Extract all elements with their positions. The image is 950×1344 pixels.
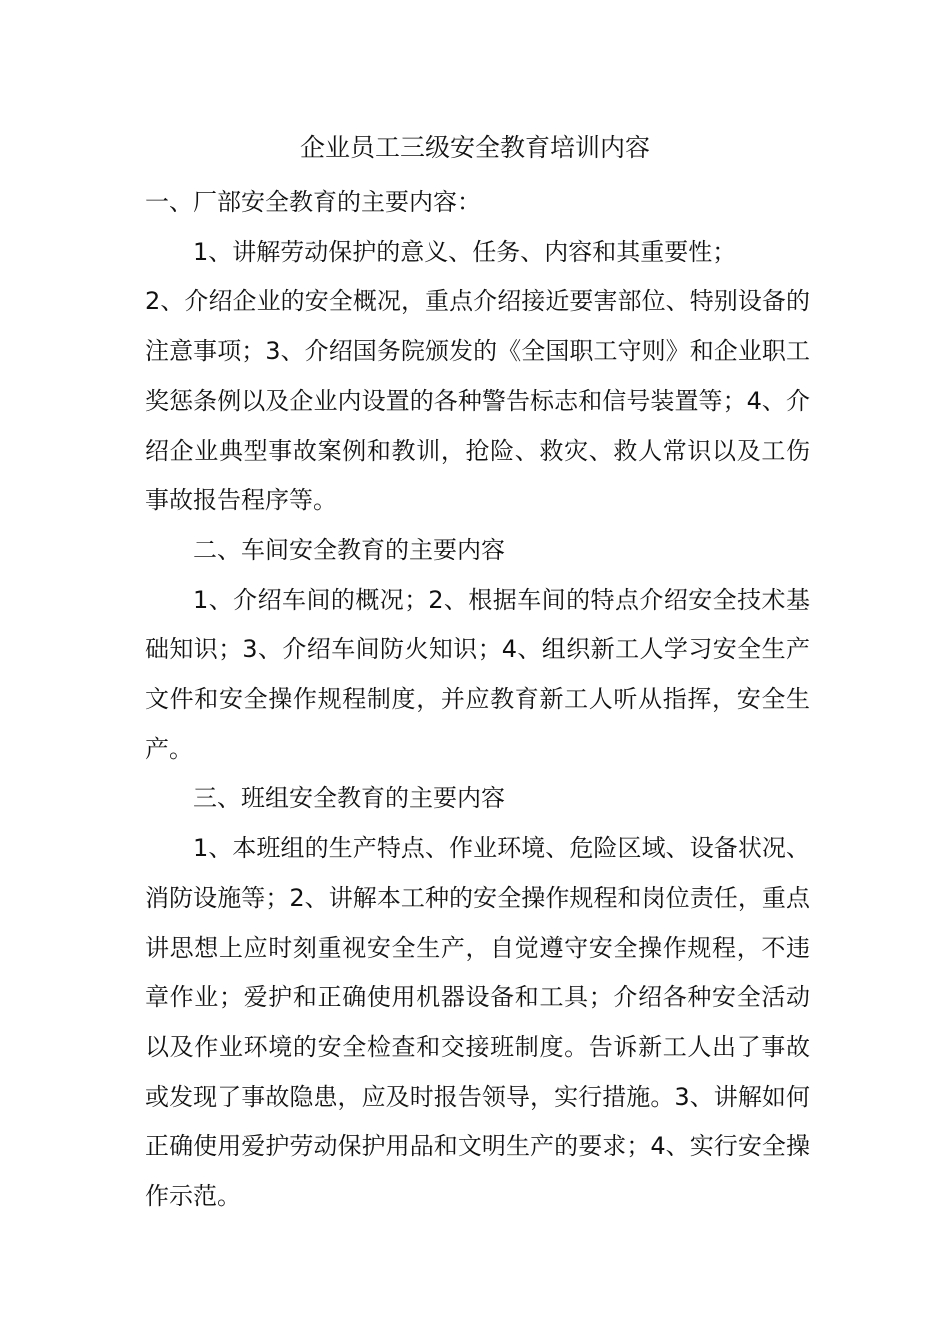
paragraph-team-items: 1、本班组的生产特点、作业环境、危险区域、设备状况、消防设施等；2、讲解本工种的安全操作规程和岗位责任，重点讲思想上应时刻重视安全生产，自觉遵守安全操作规程，不违章作业；爱护和正确使用机器设备和工具；介绍各种安全活动以及作业环境的安全检查和交接班制度。告诉新工人出了事故或发现了事故隐患，应及时报告领导，实行措施。3、讲解如何正确使用爱护劳动保护用品和文明生产的要求；4、实行安全操作示范。 (145, 834, 810, 1211)
paragraph-workshop-items: 1、介绍车间的概况；2、根据车间的特点介绍安全技术基础知识；3、介绍车间防火知识；4、组织新工人学习安全生产文件和安全操作规程制度，并应教育新工人听从指挥，安全生产。 (145, 585, 810, 763)
section-heading-workshop: 二、车间安全教育的主要内容 (193, 535, 505, 564)
document-title: 企业员工三级安全教育培训内容 (299, 133, 650, 162)
section-heading-factory: 一、厂部安全教育的主要内容： (145, 188, 481, 216)
section-heading-team: 三、班组安全教育的主要内容 (193, 784, 505, 813)
paragraph-factory-item-1: 1、讲解劳动保护的意义、任务、内容和其重要性； (193, 237, 737, 266)
document-body (145, 178, 810, 1222)
paragraph-factory-items: 2、介绍企业的安全概况，重点介绍接近要害部位、特别设备的注意事项；3、介绍国务院颁发的《全国职工守则》和企业职工奖惩条例以及企业内设置的各种警告标志和信号装置等；4、介绍企业典型事故案例和教训，抢险、救灾、救人常识以及工伤事故报告程序等。 (145, 287, 810, 515)
